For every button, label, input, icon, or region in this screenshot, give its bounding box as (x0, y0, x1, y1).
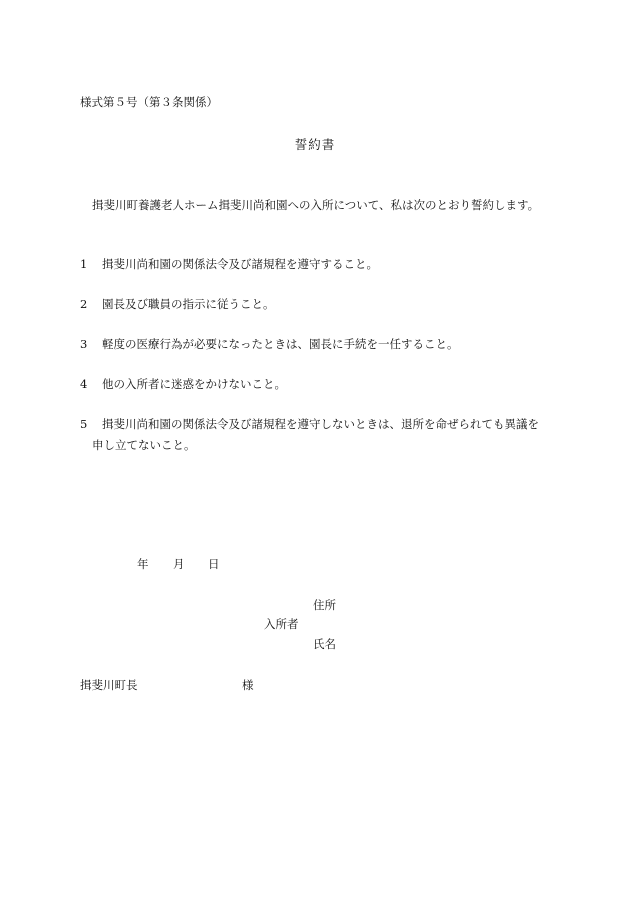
pledge-item-number: 4 (80, 377, 88, 391)
date-year-label: 年 (137, 557, 149, 571)
pledge-item-text: 揖斐川尚和園の関係法令及び諸規程を遵守しないときは、退所を命ぜられても異議を (102, 417, 539, 431)
date-day-label: 日 (208, 557, 220, 571)
name-label: 氏名 (313, 637, 336, 651)
pledge-item-text: 軽度の医療行為が必要になったときは、園長に手続を一任すること。 (102, 337, 459, 351)
intro-paragraph: 揖斐川町養護老人ホーム揖斐川尚和園への入所について、私は次のとおり誓約します。 (92, 198, 540, 212)
pledge-item-number: 5 (80, 417, 88, 431)
pledge-item-number: 1 (80, 257, 88, 271)
pledge-item-number: 2 (80, 297, 88, 311)
document-title: 誓約書 (294, 137, 336, 152)
applicant-label: 入所者 (264, 617, 299, 631)
date-month-label: 月 (173, 557, 185, 571)
pledge-item-text: 園長及び職員の指示に従うこと。 (102, 297, 275, 311)
addressee-honorific: 様 (242, 678, 254, 692)
pledge-item-continuation: 申し立てないこと。 (92, 438, 196, 452)
pledge-item-number: 3 (80, 337, 88, 351)
addressee-name: 揖斐川町長 (80, 678, 138, 692)
pledge-item-text: 揖斐川尚和園の関係法令及び諸規程を遵守すること。 (102, 257, 378, 271)
address-label: 住所 (313, 598, 336, 612)
form-number: 様式第５号（第３条関係） (80, 95, 218, 109)
pledge-item-text: 他の入所者に迷惑をかけないこと。 (102, 377, 286, 391)
